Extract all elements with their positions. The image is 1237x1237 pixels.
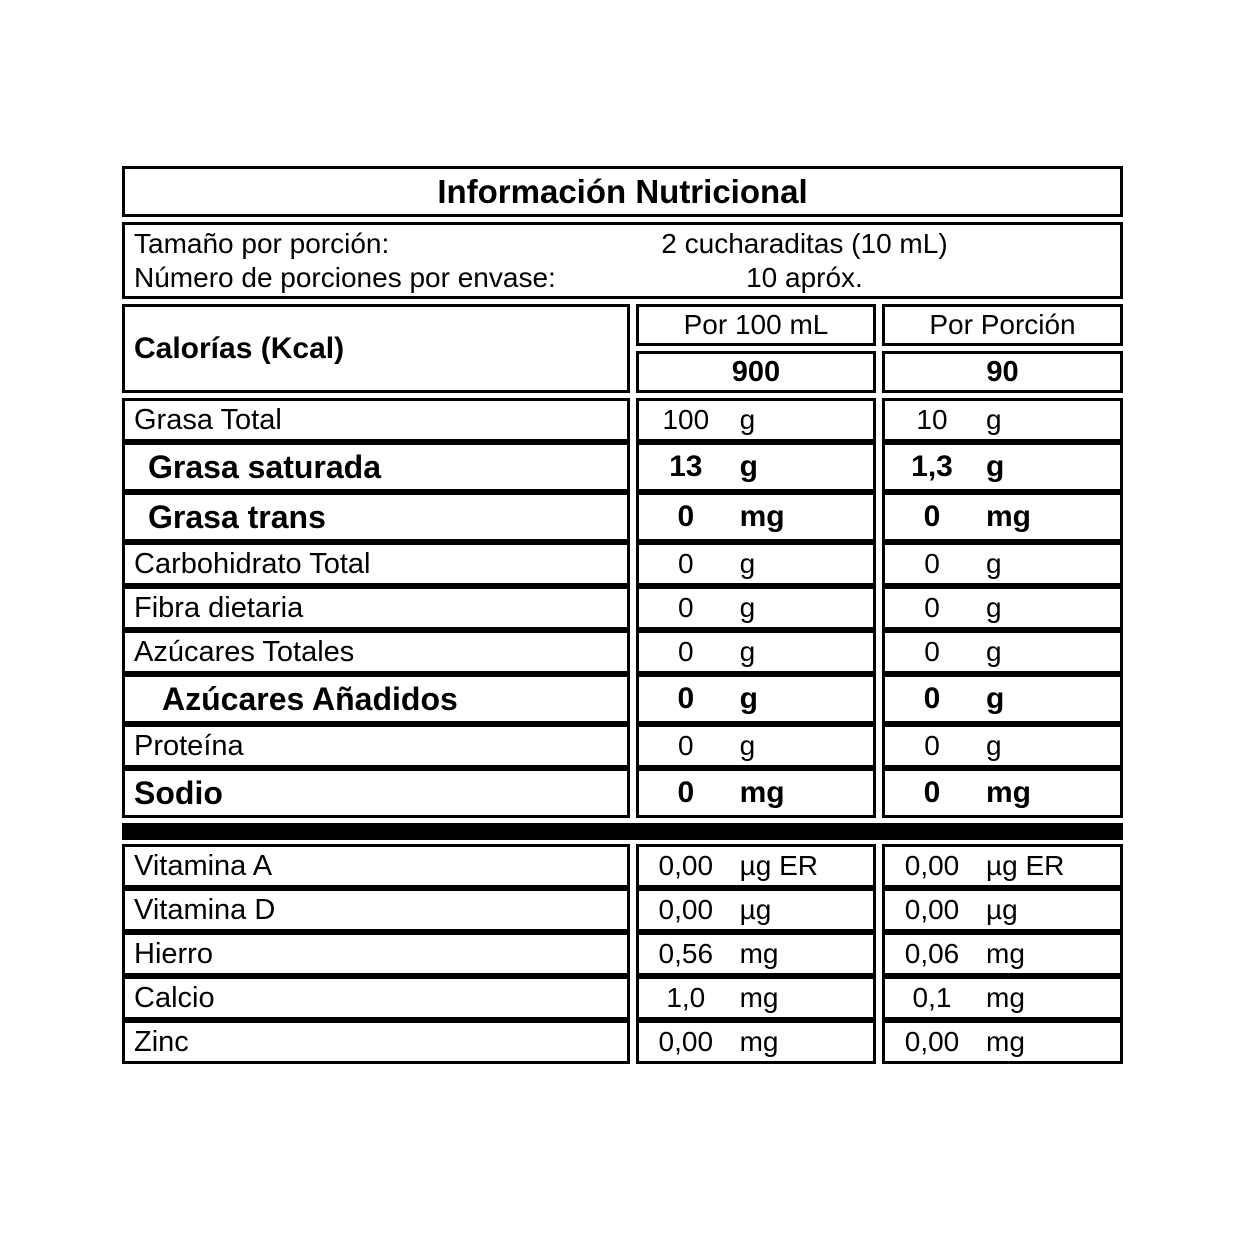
value-per-100ml: 0,00	[658, 894, 714, 925]
value-per-portion: 0	[924, 592, 940, 623]
unit-per-portion: mg	[986, 776, 1031, 809]
value-per-portion: 0,00	[904, 850, 960, 881]
calories-section	[122, 304, 1123, 393]
servings-per-container-label: Número de porciones por envase:	[134, 261, 556, 293]
serving-info-box	[122, 222, 1123, 299]
unit-per-100ml: µg	[739, 894, 772, 925]
value-per-100ml: 0,00	[658, 1026, 714, 1057]
section-separator-bar	[122, 823, 1123, 840]
nutrient-label: Sodio	[134, 774, 223, 811]
nutrient-label: Grasa saturada	[148, 448, 382, 485]
nutrient-label: Fibra dietaria	[134, 591, 304, 624]
unit-per-portion: g	[986, 682, 1005, 715]
servings-per-container-value: 10 apróx.	[746, 261, 863, 293]
value-per-portion: 0	[924, 730, 940, 761]
macronutrient-rows	[122, 398, 1123, 818]
nutrient-row-azucares-totales	[122, 630, 1123, 674]
value-per-portion: 0	[924, 636, 940, 667]
unit-per-portion: g	[986, 450, 1005, 483]
nutrient-row-grasa-trans	[122, 492, 1123, 542]
column-header-per-portion: Por Porción	[882, 304, 1123, 346]
nutrient-label: Zinc	[134, 1025, 189, 1058]
unit-per-portion: g	[986, 592, 1002, 623]
unit-per-portion: mg	[986, 982, 1025, 1013]
value-per-100ml: 0	[678, 636, 694, 667]
unit-per-100ml: mg	[739, 500, 785, 533]
unit-per-100ml: mg	[739, 982, 779, 1013]
nutrient-label: Carbohidrato Total	[134, 547, 371, 580]
nutrient-label: Vitamina A	[134, 849, 273, 882]
nutrient-label: Proteína	[134, 729, 244, 762]
serving-size-label: Tamaño por porción:	[134, 227, 390, 259]
value-per-100ml: 0,00	[658, 850, 714, 881]
nutrient-row-carbohidrato-total	[122, 542, 1123, 586]
unit-per-100ml: g	[739, 404, 756, 435]
unit-per-100ml: mg	[739, 938, 779, 969]
value-per-100ml: 0,56	[658, 938, 714, 969]
value-per-portion: 0,1	[912, 982, 952, 1013]
unit-per-100ml: mg	[739, 776, 785, 809]
nutrient-row-grasa-saturada	[122, 442, 1123, 492]
value-per-portion: 0,00	[904, 1026, 960, 1057]
value-per-portion: 0	[924, 548, 940, 579]
nutrient-label: Azúcares Totales	[134, 635, 355, 668]
nutrition-facts-table	[122, 166, 1123, 1069]
value-per-portion: 0	[923, 500, 941, 533]
nutrient-row-vitamina-d	[122, 888, 1123, 932]
serving-size-value: 2 cucharaditas (10 mL)	[661, 227, 948, 259]
unit-per-portion: g	[986, 730, 1002, 761]
unit-per-100ml: g	[739, 636, 756, 667]
nutrient-row-azucares-anadidos	[122, 674, 1123, 724]
value-per-100ml: 1,0	[666, 982, 706, 1013]
nutrient-label: Grasa trans	[148, 498, 326, 535]
value-per-portion: 0	[923, 682, 941, 715]
value-per-100ml: 0	[678, 592, 694, 623]
nutrient-label: Grasa Total	[134, 403, 282, 436]
nutrient-label: Calcio	[134, 981, 215, 1014]
unit-per-portion: mg	[986, 938, 1025, 969]
nutrient-row-fibra-dietaria	[122, 586, 1123, 630]
value-per-100ml: 13	[669, 450, 703, 483]
unit-per-portion: g	[986, 404, 1002, 435]
calories-columns	[636, 304, 1123, 393]
value-per-100ml: 0	[678, 548, 694, 579]
value-per-100ml: 0	[677, 500, 695, 533]
calories-label: Calorías (Kcal)	[122, 304, 630, 393]
unit-per-portion: µg ER	[986, 850, 1065, 881]
nutrient-label: Azúcares Añadidos	[162, 680, 458, 717]
unit-per-100ml: mg	[739, 1026, 779, 1057]
serving-size-line	[134, 227, 1120, 261]
micronutrient-rows	[122, 844, 1123, 1064]
nutrient-label: Hierro	[134, 937, 213, 970]
unit-per-100ml: g	[739, 730, 756, 761]
nutrient-row-hierro	[122, 932, 1123, 976]
unit-per-portion: g	[986, 636, 1002, 667]
column-header-per-100ml: Por 100 mL	[636, 304, 876, 346]
unit-per-portion: mg	[986, 1026, 1025, 1057]
calories-value-per-100ml: 900	[636, 351, 876, 393]
servings-per-container-line	[134, 261, 1120, 295]
unit-per-100ml: g	[739, 592, 756, 623]
unit-per-100ml: g	[739, 548, 756, 579]
value-per-portion: 0,00	[904, 894, 960, 925]
nutrient-row-proteina	[122, 724, 1123, 768]
value-per-portion: 0	[923, 776, 941, 809]
unit-per-portion: mg	[986, 500, 1031, 533]
nutrient-row-calcio	[122, 976, 1123, 1020]
unit-per-100ml: g	[739, 450, 758, 483]
nutrient-row-grasa-total	[122, 398, 1123, 442]
nutrient-row-zinc	[122, 1020, 1123, 1064]
nutrient-row-sodio	[122, 768, 1123, 818]
value-per-100ml: 0	[677, 776, 695, 809]
value-per-portion: 0,06	[904, 938, 960, 969]
value-per-100ml: 100	[662, 404, 710, 435]
page-title: Información Nutricional	[122, 166, 1123, 217]
value-per-portion: 1,3	[911, 450, 953, 483]
calories-value-per-portion: 90	[882, 351, 1123, 393]
unit-per-100ml: µg ER	[739, 850, 818, 881]
unit-per-100ml: g	[739, 682, 758, 715]
nutrient-row-vitamina-a	[122, 844, 1123, 888]
unit-per-portion: µg	[986, 894, 1018, 925]
value-per-portion: 10	[916, 404, 948, 435]
unit-per-portion: g	[986, 548, 1002, 579]
nutrient-label: Vitamina D	[134, 893, 276, 926]
value-per-100ml: 0	[677, 682, 695, 715]
value-per-100ml: 0	[678, 730, 694, 761]
